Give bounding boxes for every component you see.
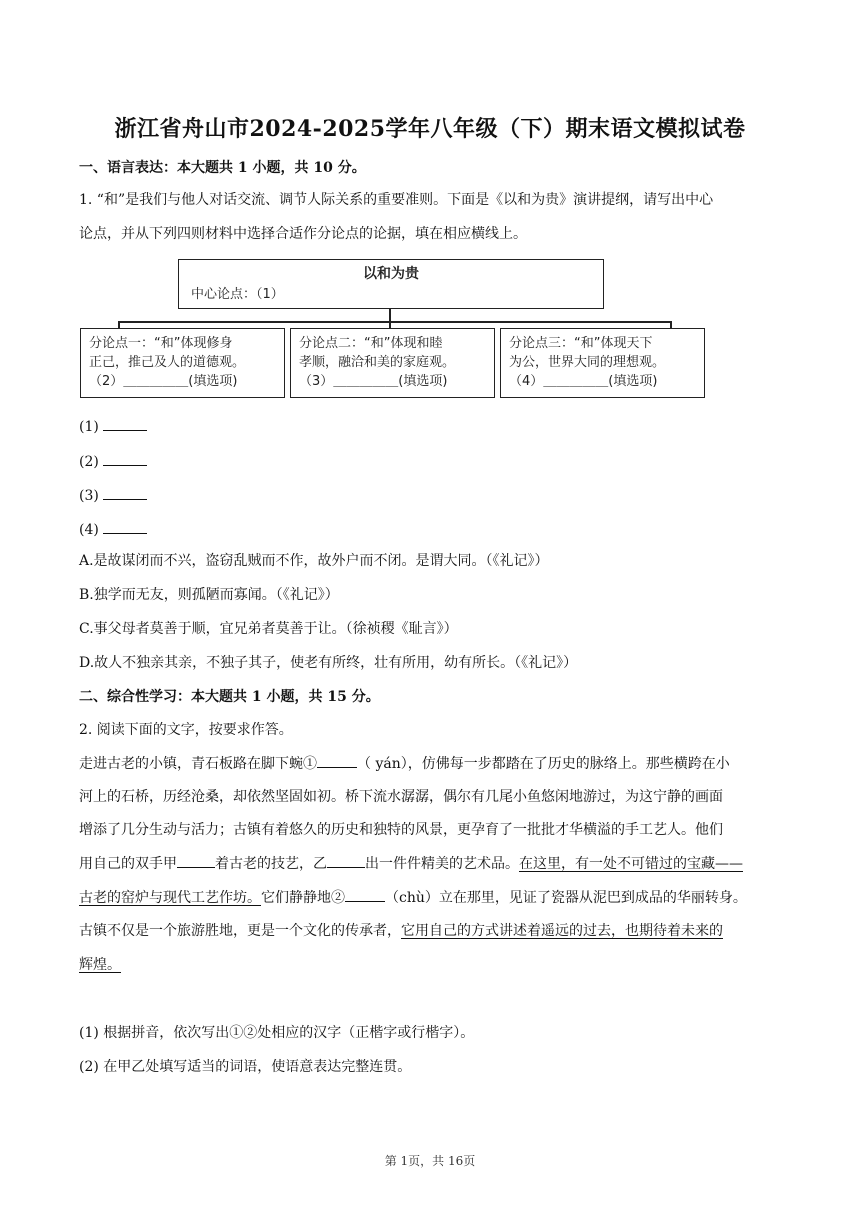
diagram-center-thesis: 中心论点：（1） (191, 287, 284, 302)
passage-line-3: 增添了几分生动与活力；古镇有着悠久的历史和独特的风景，更孕育了一批批才华横溢的手工艺人。他们 (79, 822, 723, 838)
option-b: B.独学而无友，则孤陋而寡闻。（《礼记》） (79, 587, 339, 603)
q1-text-line1: 1. “和”是我们与他人对话交流、调节人际关系的重要准则。下面是《以和为贵》演讲提纲，请写出中心 (79, 192, 714, 208)
box3-line3: （4）＿＿＿＿＿(填选项) (509, 374, 658, 389)
answer-blank[interactable] (103, 519, 147, 534)
page-footer: 第 1页，共 16页 (384, 1154, 476, 1168)
box2-line2: 孝顺，融洽和美的家庭观。 (299, 355, 456, 370)
section2-heading: 二、综合性学习：本大题共 1 小题，共 15 分。 (79, 689, 380, 705)
fill-blank-2[interactable] (345, 887, 385, 902)
option-d: D.故人不独亲其亲，不独子其子，使老有所终，壮有所用，幼有所长。（《礼记》） (79, 655, 578, 671)
answer-blank[interactable] (103, 485, 147, 500)
diagram-top-title: 以和为贵 (363, 266, 419, 282)
passage-line-4: 用自己的双手甲 着古老的技艺，乙 出一件件精美的艺术品。在这里，有一处不可错过的宝藏—— (79, 853, 781, 874)
option-a: A.是故谋闭而不兴，盗窃乱贼而不作，故外户而不闭。是谓大同。（《礼记》） (79, 553, 549, 569)
box2-line1: 分论点二：“和”体现和睦 (299, 336, 443, 351)
page-title: 浙江省舟山市2024-2025学年八年级（下）期末语文模拟试卷 (114, 116, 746, 142)
diagram-top-box (178, 259, 604, 309)
box1-line1: 分论点一：“和”体现修身 (89, 336, 233, 351)
underlined-sentence: 辉煌。 (79, 957, 121, 973)
diagram-connector (118, 321, 671, 323)
q2-prompt: 2. 阅读下面的文字，按要求作答。 (79, 722, 293, 738)
fill-blank-1[interactable] (317, 753, 357, 768)
answer-line-4[interactable]: (4) (79, 519, 781, 540)
fill-blank-jia[interactable] (177, 853, 215, 868)
diagram-box-3 (500, 328, 705, 398)
fill-blank-yi[interactable] (327, 853, 365, 868)
diagram-box-2 (290, 328, 495, 398)
answer-line-1[interactable]: (1) (79, 416, 781, 437)
passage-line-1: 走进古老的小镇，青石板路在脚下蜿① （ yán），仿佛每一步都踏在了历史的脉络上。那些横跨在小 (79, 753, 781, 774)
answer-blank[interactable] (103, 416, 147, 431)
box1-line3: （2）＿＿＿＿＿(填选项) (89, 374, 238, 389)
passage-line-6: 古镇不仅是一个旅游胜地，更是一个文化的传承者，它用自己的方式讲述着遥远的过去，也期待着未来的 (79, 923, 723, 939)
q1-text-line2: 论点，并从下列四则材料中选择合适作分论点的论据，填在相应横线上。 (79, 226, 527, 242)
subquestion-2: (2) 在甲乙处填写适当的词语，使语意表达完整连贯。 (79, 1059, 412, 1075)
diagram-box-1 (80, 328, 285, 398)
passage-line-5: 古老的窑炉与现代工艺作坊。它们静静地② （chù）立在那里，见证了瓷器从泥巴到成品的华丽转身。 (79, 887, 781, 908)
diagram-connector (389, 308, 391, 322)
answer-line-3[interactable]: (3) (79, 485, 781, 506)
underlined-sentence: 古老的窑炉与现代工艺作坊。 (79, 890, 261, 906)
answer-blank[interactable] (103, 451, 147, 466)
box3-line1: 分论点三：“和”体现天下 (509, 336, 653, 351)
passage-line-2: 河上的石桥，历经沧桑，却依然坚固如初。桥下流水潺潺，偶尔有几尾小鱼悠闲地游过，为这宁静的画面 (79, 789, 723, 805)
passage-line-7 (79, 955, 781, 975)
box1-line2: 正己，推己及人的道德观。 (89, 355, 246, 370)
section1-heading: 一、语言表达：本大题共 1 小题，共 10 分。 (79, 160, 366, 176)
answer-line-2[interactable]: (2) (79, 451, 781, 472)
box2-line3: （3）＿＿＿＿＿(填选项) (299, 374, 448, 389)
box3-line2: 为公，世界大同的理想观。 (509, 355, 666, 370)
underlined-sentence: 在这里，有一处不可错过的宝藏—— (519, 856, 743, 872)
option-c: C.事父母者莫善于顺，宜兄弟者莫善于让。（徐祯稷《耻言》） (79, 621, 458, 637)
subquestion-1: (1) 根据拼音，依次写出①②处相应的汉字（正楷字或行楷字）。 (79, 1025, 475, 1041)
underlined-sentence: 它用自己的方式讲述着遥远的过去，也期待着未来的 (401, 923, 723, 939)
